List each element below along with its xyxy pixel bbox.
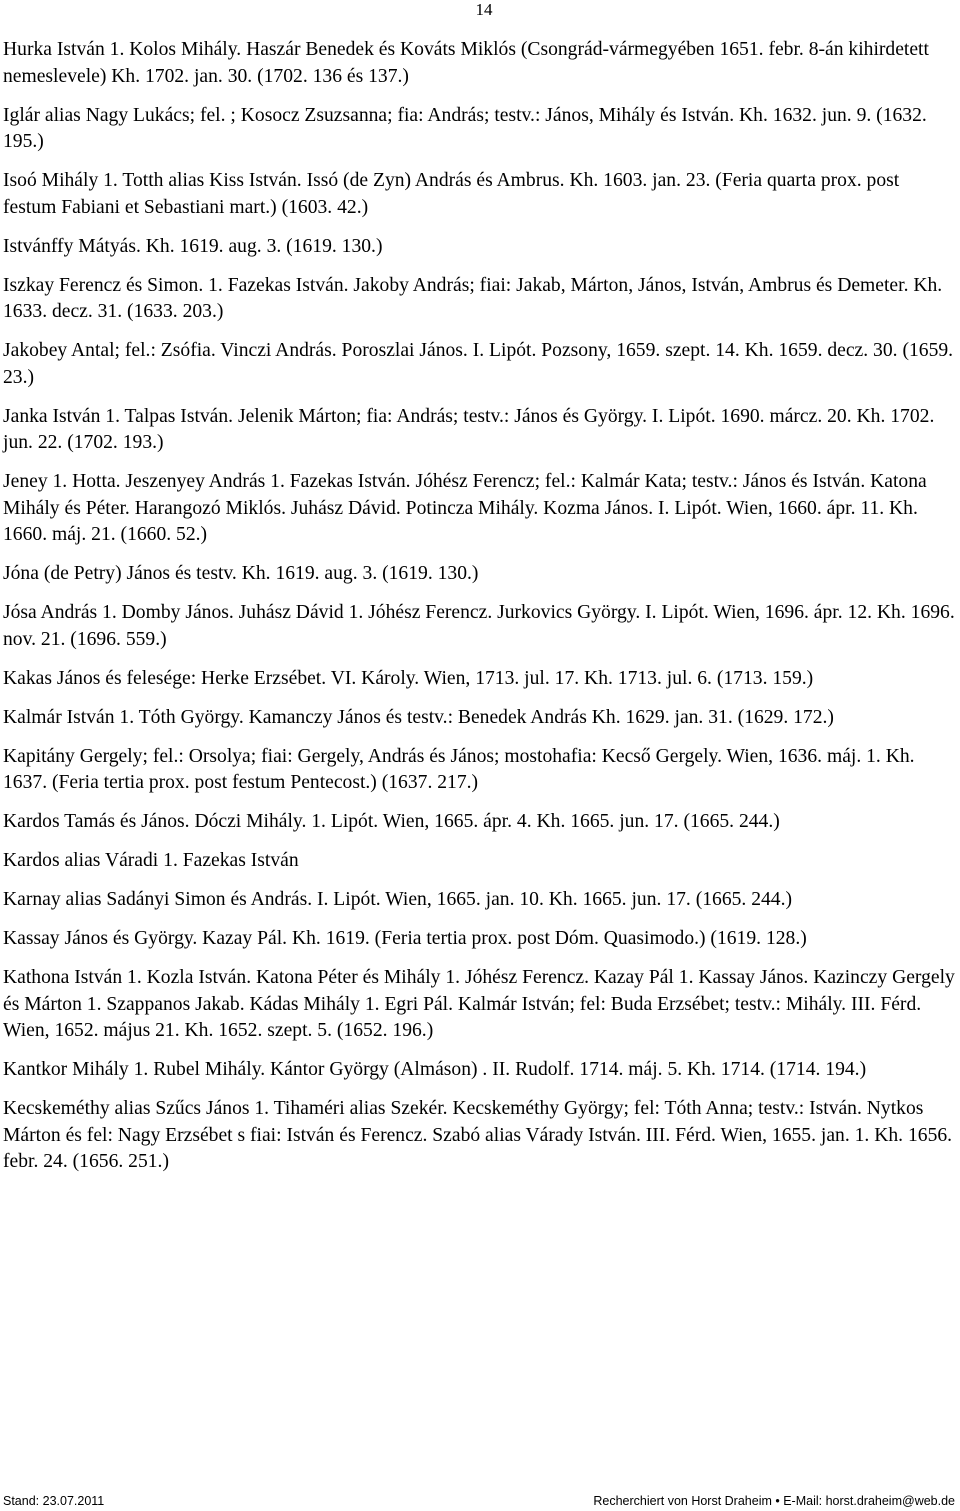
- entry: Jeney 1. Hotta. Jeszenyey András 1. Fazekas István. Jóhész Ferencz; fel.: Kalmár Kata; testv.: János és István. Katona Mihály és Péter. Harangozó Miklós. Juhász Dávid. Potincza Mihály. Kozma János. I. Lipót. Wien, 1660. ápr. 11. Kh. 1660. máj. 21. (1660. 52.): [3, 471, 927, 545]
- entry: Karnay alias Sadányi Simon és András. I. Lipót. Wien, 1665. jan. 10. Kh. 1665. jun. 17. (1665. 244.): [3, 889, 793, 910]
- entry: Istvánffy Mátyás. Kh. 1619. aug. 3. (1619. 130.): [3, 235, 383, 257]
- entry: Kantkor Mihály 1. Rubel Mihály. Kántor György (Almáson) . II. Rudolf. 1714. máj. 5. Kh. 1714. (1714. 194.): [3, 1059, 867, 1080]
- entry: Isoó Mihály 1. Totth alias Kiss István. Issó (de Zyn) András és Ambrus. Kh. 1603. jan. 23. (Feria quarta prox. post festum Fabiani et Sebastiani mart.) (1603. 42.): [3, 170, 900, 218]
- entry-list: [3, 37, 955, 1188]
- entry: Iglár alias Nagy Lukács; fel. ; Kosocz Zsuzsanna; fia: András; testv.: János, Mihály és István. Kh. 1632. jun. 9. (1632. 195.): [3, 104, 927, 152]
- entry: Janka István 1. Talpas István. Jelenik Márton; fia: András; testv.: János és György. I. Lipót. 1690. márcz. 20. Kh. 1702. jun. 22. (1702. 193.): [3, 405, 935, 453]
- entry: Kecskeméthy alias Szűcs János 1. Tihaméri alias Szekér. Kecskeméthy György; fel: Tóth Anna; testv.: István. Nytkos Márton és fel: Nagy Erzsébet s fiai: István és Ferencz. Szabó alias Várady István. III. Férd. Wien, 1655. jan. 1. Kh. 1656. febr. 24. (1656. 251.): [3, 1098, 953, 1172]
- footer-credit: Recherchiert von Horst Draheim • E-Mail: horst.draheim@web.de: [593, 1494, 955, 1508]
- entry: Kakas János és felesége: Herke Erzsébet. VI. Károly. Wien, 1713. jul. 17. Kh. 1713. jul. 6. (1713. 159.): [3, 667, 814, 689]
- entry: Kathona István 1. Kozla István. Katona Péter és Mihály 1. Jóhész Ferencz. Kazay Pál 1. Kassay János. Kazinczy Gergely és Márton 1. Szappanos Jakab. Kádas Mihály 1. Egri Pál. Kalmár István; fel: Buda Erzsébet; testv.: Mihály. III. Férd. Wien, 1652. május 21. Kh. 1652. szept. 5. (1652. 196.): [3, 967, 955, 1041]
- entry: Hurka István 1. Kolos Mihály. Haszár Benedek és Kováts Miklós (Csongrád-vármegyében 1651. febr. 8-án kihirdetett nemeslevele) Kh. 1702. jan. 30. (1702. 136 és 137.): [3, 39, 929, 87]
- entry: Kassay János és György. Kazay Pál. Kh. 1619. (Feria tertia prox. post Dóm. Quasimodo.) (1619. 128.): [3, 928, 807, 949]
- entry: Iszkay Ferencz és Simon. 1. Fazekas István. Jakoby András; fiai: Jakab, Márton, János, István, Ambrus és Demeter. Kh. 1633. decz. 31. (1633. 203.): [3, 274, 943, 322]
- entry: Jakobey Antal; fel.: Zsófia. Vinczi András. Poroszlai János. I. Lipót. Pozsony, 1659. szept. 14. Kh. 1659. decz. 30. (1659. 23.): [3, 340, 954, 388]
- entry: Kardos Tamás és János. Dóczi Mihály. 1. Lipót. Wien, 1665. ápr. 4. Kh. 1665. jun. 17. (1665. 244.): [3, 811, 780, 832]
- entry: Kapitány Gergely; fel.: Orsolya; fiai: Gergely, András és János; mostohafia: Kecső Gergely. Wien, 1636. máj. 1. Kh. 1637. (Feria tertia prox. post festum Pentecost.) (1637. 217.): [3, 745, 915, 793]
- page-number: 14: [475, 0, 493, 19]
- entry: Jósa András 1. Domby János. Juhász Dávid 1. Jóhész Ferencz. Jurkovics György. I. Lipót. Wien, 1696. ápr. 12. Kh. 1696. nov. 21. (1696. 559.): [3, 602, 955, 650]
- entry: Jóna (de Petry) János és testv. Kh. 1619. aug. 3. (1619. 130.): [3, 563, 479, 584]
- entry: Kardos alias Váradi 1. Fazekas István: [3, 850, 299, 871]
- footer-date: Stand: 23.07.2011: [3, 1494, 105, 1508]
- page-footer: [3, 1494, 955, 1511]
- entry: Kalmár István 1. Tóth György. Kamanczy János és testv.: Benedek András Kh. 1629. jan. 31. (1629. 172.): [3, 706, 834, 728]
